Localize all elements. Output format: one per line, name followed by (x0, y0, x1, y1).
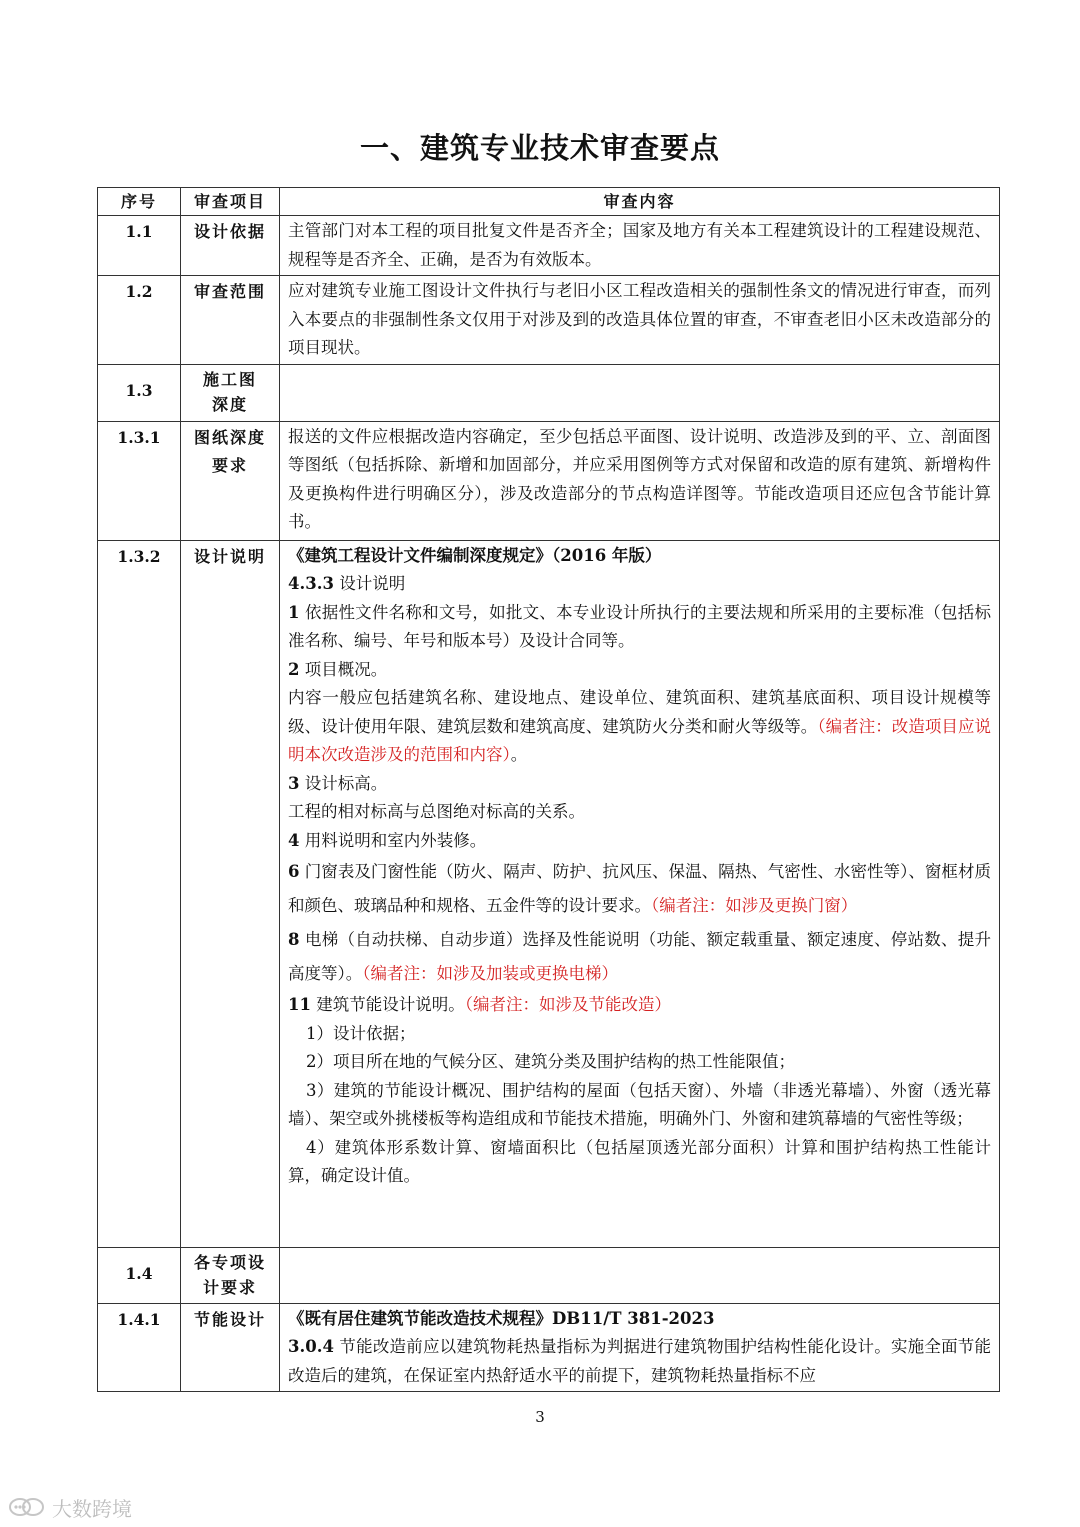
item-text: 节能改造前应以建筑物耗热量指标为判据进行建筑物围护结构性能化设计。实施全面节能改造后的建筑，在保证室内热舒适水平的前提下，建筑物耗热量指标不应 (288, 1337, 992, 1385)
row-item: 设计依据 (193, 222, 266, 241)
item-text: 用料说明和室内外装修。 (304, 830, 487, 850)
item-2-body (288, 684, 991, 770)
item-number: 1 (288, 602, 300, 622)
row-item-line2: 深度 (211, 394, 248, 414)
item-8 (288, 923, 991, 991)
table-header-row (98, 188, 1000, 216)
row-no: 1.4.1 (117, 1309, 161, 1329)
item-text: 依据性文件名称和文号，如批文、本专业设计所执行的主要法规和所采用的主要标准（包括标准名称、编号、年号和版本号）及设计合同等。 (288, 602, 991, 650)
row-item: 设计说明 (193, 546, 266, 566)
row-no: 1.3.1 (117, 427, 161, 447)
row-no: 1.1 (125, 222, 153, 241)
table-row (98, 216, 1000, 276)
sub-item-4: 4）建筑体形系数计算、窗墙面积比（包括屋顶透光部分面积）计算和围护结构热工性能计算，确定设计值。 (288, 1137, 991, 1185)
item-2 (288, 656, 991, 685)
header-content: 审查内容 (280, 188, 1000, 216)
editor-note: （编者注：如涉及节能改造） (464, 995, 671, 1014)
row-no: 1.3.2 (117, 546, 161, 566)
standard-title: 《既有居住建筑节能改造技术规程》DB11/T 381-2023 (288, 1308, 715, 1328)
row-no: 1.3 (125, 380, 153, 400)
page-number: 3 (535, 1408, 545, 1426)
item-text: 设计标高。 (304, 773, 388, 793)
watermark (8, 1494, 132, 1520)
item-text: 电梯（自动扶梯、自动步道）选择及性能说明（功能、额定载重量、额定速度、停站数、提升高度等）。 (288, 930, 991, 983)
clause-text (288, 1333, 991, 1390)
sub-item-2: 2）项目所在地的气候分区、建筑分类及围护结构的热工性能限值； (306, 1052, 795, 1071)
table-row (98, 276, 1000, 365)
table-row (98, 540, 1000, 1247)
page-title: 一、建筑专业技术审查要点 (359, 131, 720, 165)
row-item: 节能设计 (193, 1309, 266, 1329)
item-number: 2 (288, 659, 300, 679)
item-number: 6 (288, 862, 300, 881)
item-number: 3 (288, 773, 300, 793)
item-text-end: 。 (510, 745, 528, 764)
clause-number: 4.3.3 (288, 574, 334, 593)
row-item-line2: 要求 (211, 456, 248, 475)
review-table (97, 187, 1000, 1392)
item-number: 11 (288, 995, 311, 1014)
row-item-line1: 图纸深度 (193, 427, 266, 447)
table-row (98, 1247, 1000, 1303)
row-item-line1: 各专项设 (193, 1252, 266, 1272)
editor-note: （编者注：如涉及加装或更换电梯） (362, 964, 618, 983)
item-1 (288, 599, 991, 656)
item-6 (288, 855, 991, 923)
item-text: 内容一般应包括建筑名称、建设地点、建设单位、建筑面积、建筑基底面积、项目设计规模等级、设计使用年限、建筑层数和建筑高度、建筑防火分类和耐火等级等。 (288, 688, 991, 736)
item-4 (288, 827, 991, 856)
item-3 (288, 770, 991, 799)
item-text: 门窗表及门窗性能（防火、隔声、防护、抗风压、保温、隔热、气密性、水密性等）、窗框材质和颜色、玻璃品种和规格、五金件等的设计要求。 (288, 862, 991, 915)
standard-title: 《建筑工程设计文件编制深度规定》（2016 年版） (288, 545, 662, 565)
item-text: 建筑节能设计说明。 (316, 995, 465, 1014)
row-item: 审查范围 (193, 282, 266, 301)
row-item-line1: 施工图 (202, 369, 257, 389)
watermark-text: 大数跨境 (52, 1496, 132, 1521)
row-item-line2: 计要求 (202, 1277, 257, 1297)
row-content: 主管部门对本工程的项目批复文件是否齐全；国家及地方有关本工程建筑设计的工程建设规范、规程等是否齐全、正确，是否为有效版本。 (288, 221, 991, 269)
sub-item-3: 3）建筑的节能设计概况、围护结构的屋面（包括天窗）、外墙（非透光幕墙）、外窗（透光幕墙）、架空或外挑楼板等构造组成和节能技术措施，明确外门、外窗和建筑幕墙的气密性等级； (288, 1080, 991, 1128)
clause-title: 设计说明 (339, 574, 406, 593)
editor-note: （编者注：改造项目应说明本次改造涉及的范围和内容） (288, 716, 992, 764)
table-row (98, 364, 1000, 421)
row-no: 1.2 (125, 282, 153, 301)
clause-number: 3.0.4 (288, 1337, 334, 1356)
chat-bubbles-logo-icon (8, 1496, 46, 1518)
item-number: 8 (288, 930, 300, 949)
sub-item-1: 1）设计依据； (306, 1023, 416, 1043)
row-content: 报送的文件应根据改造内容确定，至少包括总平面图、设计说明、改造涉及到的平、立、剖面图等图纸（包括拆除、新增和加固部分，并应采用图例等方式对保留和改造的原有建筑、新增构件及更换构件进行明确区分），涉及改造部分的节点构造详图等。节能改造项目还应包含节能计算书。 (288, 426, 991, 531)
editor-note: （编者注：如涉及更换门窗） (651, 896, 858, 915)
clause-heading (288, 570, 991, 599)
row-no: 1.4 (125, 1263, 153, 1283)
table-row (98, 1303, 1000, 1392)
item-11 (288, 991, 991, 1020)
item-number: 4 (288, 830, 300, 850)
table-row (98, 421, 1000, 540)
row-content: 应对建筑专业施工图设计文件执行与老旧小区工程改造相关的强制性条文的情况进行审查，而列入本要点的非强制性条文仅用于对涉及到的改造具体位置的审查，不审查老旧小区未改造部分的项目现状。 (288, 281, 991, 357)
header-item: 审查项目 (181, 188, 280, 216)
item-3-body: 工程的相对标高与总图绝对标高的关系。 (288, 802, 585, 821)
item-text: 项目概况。 (304, 659, 388, 679)
header-no: 序号 (98, 188, 181, 216)
